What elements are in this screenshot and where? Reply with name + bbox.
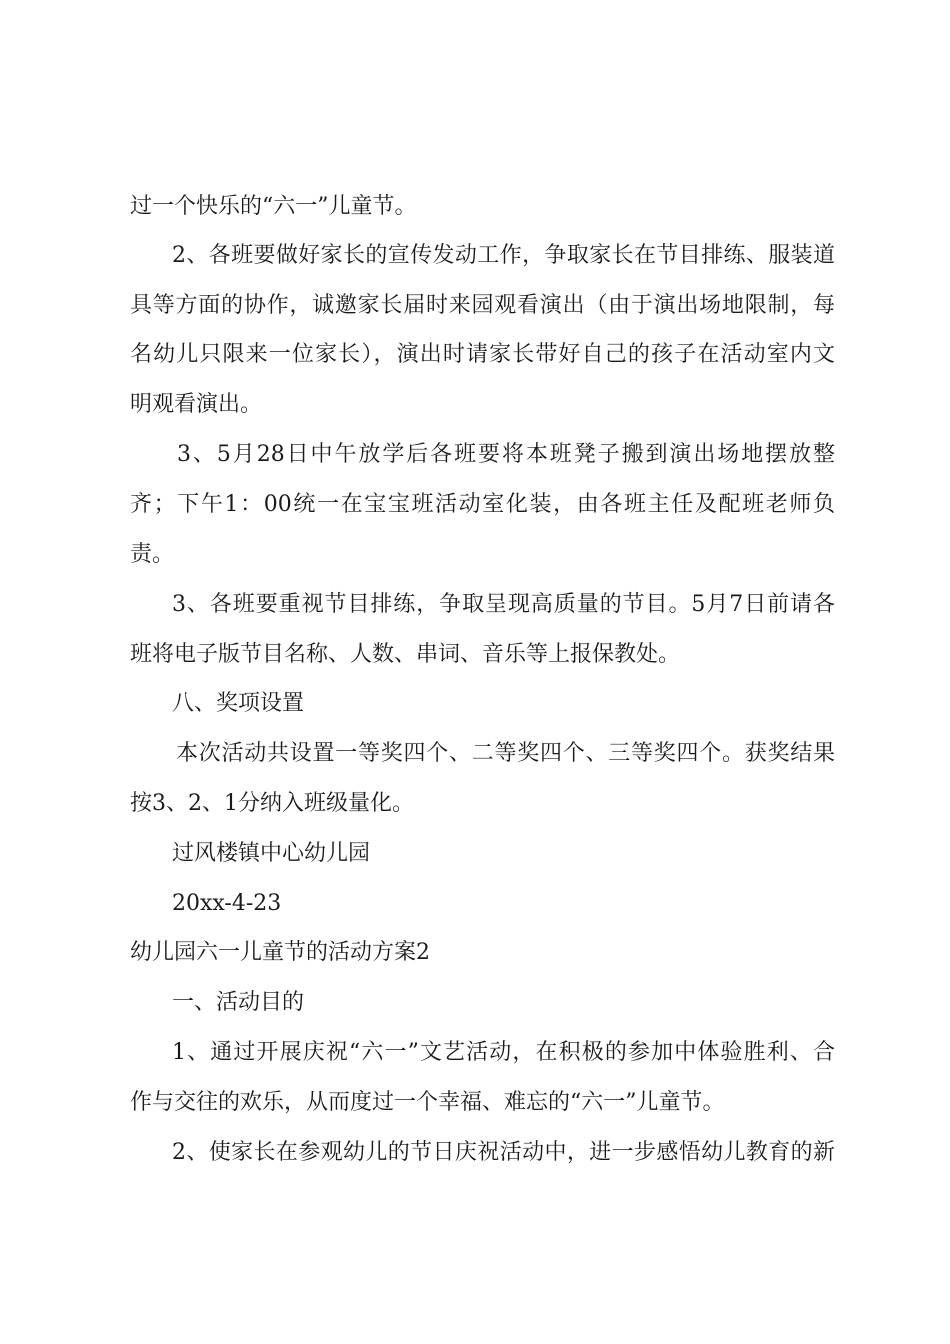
section-heading: 八、奖项设置 [172, 691, 305, 716]
text-line: 过一个快乐的“六一”儿童节。 [130, 194, 417, 219]
text-line: 具等方面的协作，诚邀家长届时来园观看演出（由于演出场地限制，每 [130, 293, 835, 318]
text-line: 明观看演出。 [130, 392, 263, 417]
document-date: 20xx-4-23 [172, 891, 282, 916]
document-title: 幼儿园六一儿童节的活动方案2 [130, 940, 430, 965]
text-line: 2、使家长在参观幼儿的节日庆祝活动中，进一步感悟幼儿教育的新 [172, 1140, 835, 1165]
text-line: 齐；下午1：00统一在宝宝班活动室化装，由各班主任及配班老师负 [130, 492, 835, 517]
text-line: 名幼儿只限来一位家长），演出时请家长带好自己的孩子在活动室内文 [130, 342, 835, 367]
section-heading: 一、活动目的 [172, 990, 305, 1015]
text-line: 3、5月28日中午放学后各班要将本班凳子搬到演出场地摆放整 [177, 442, 835, 467]
organization-signature: 过风楼镇中心幼儿园 [172, 841, 371, 866]
text-line: 作与交往的欢乐，从而度过一个幸福、难忘的“六一”儿童节。 [130, 1090, 725, 1115]
text-line: 班将电子版节目名称、人数、串词、音乐等上报保教处。 [130, 642, 681, 667]
text-line: 1、通过开展庆祝“六一”文艺活动，在积极的参加中体验胜利、合 [172, 1040, 835, 1065]
text-line: 责。 [130, 542, 175, 567]
text-line: 3、各班要重视节目排练，争取呈现高质量的节目。5月7日前请各 [172, 592, 835, 617]
text-line: 2、各班要做好家长的宣传发动工作，争取家长在节目排练、服装道 [172, 243, 835, 268]
text-line: 本次活动共设置一等奖四个、二等奖四个、三等奖四个。获奖结果 [176, 741, 835, 766]
text-line: 按3、2、1分纳入班级量化。 [130, 791, 414, 816]
